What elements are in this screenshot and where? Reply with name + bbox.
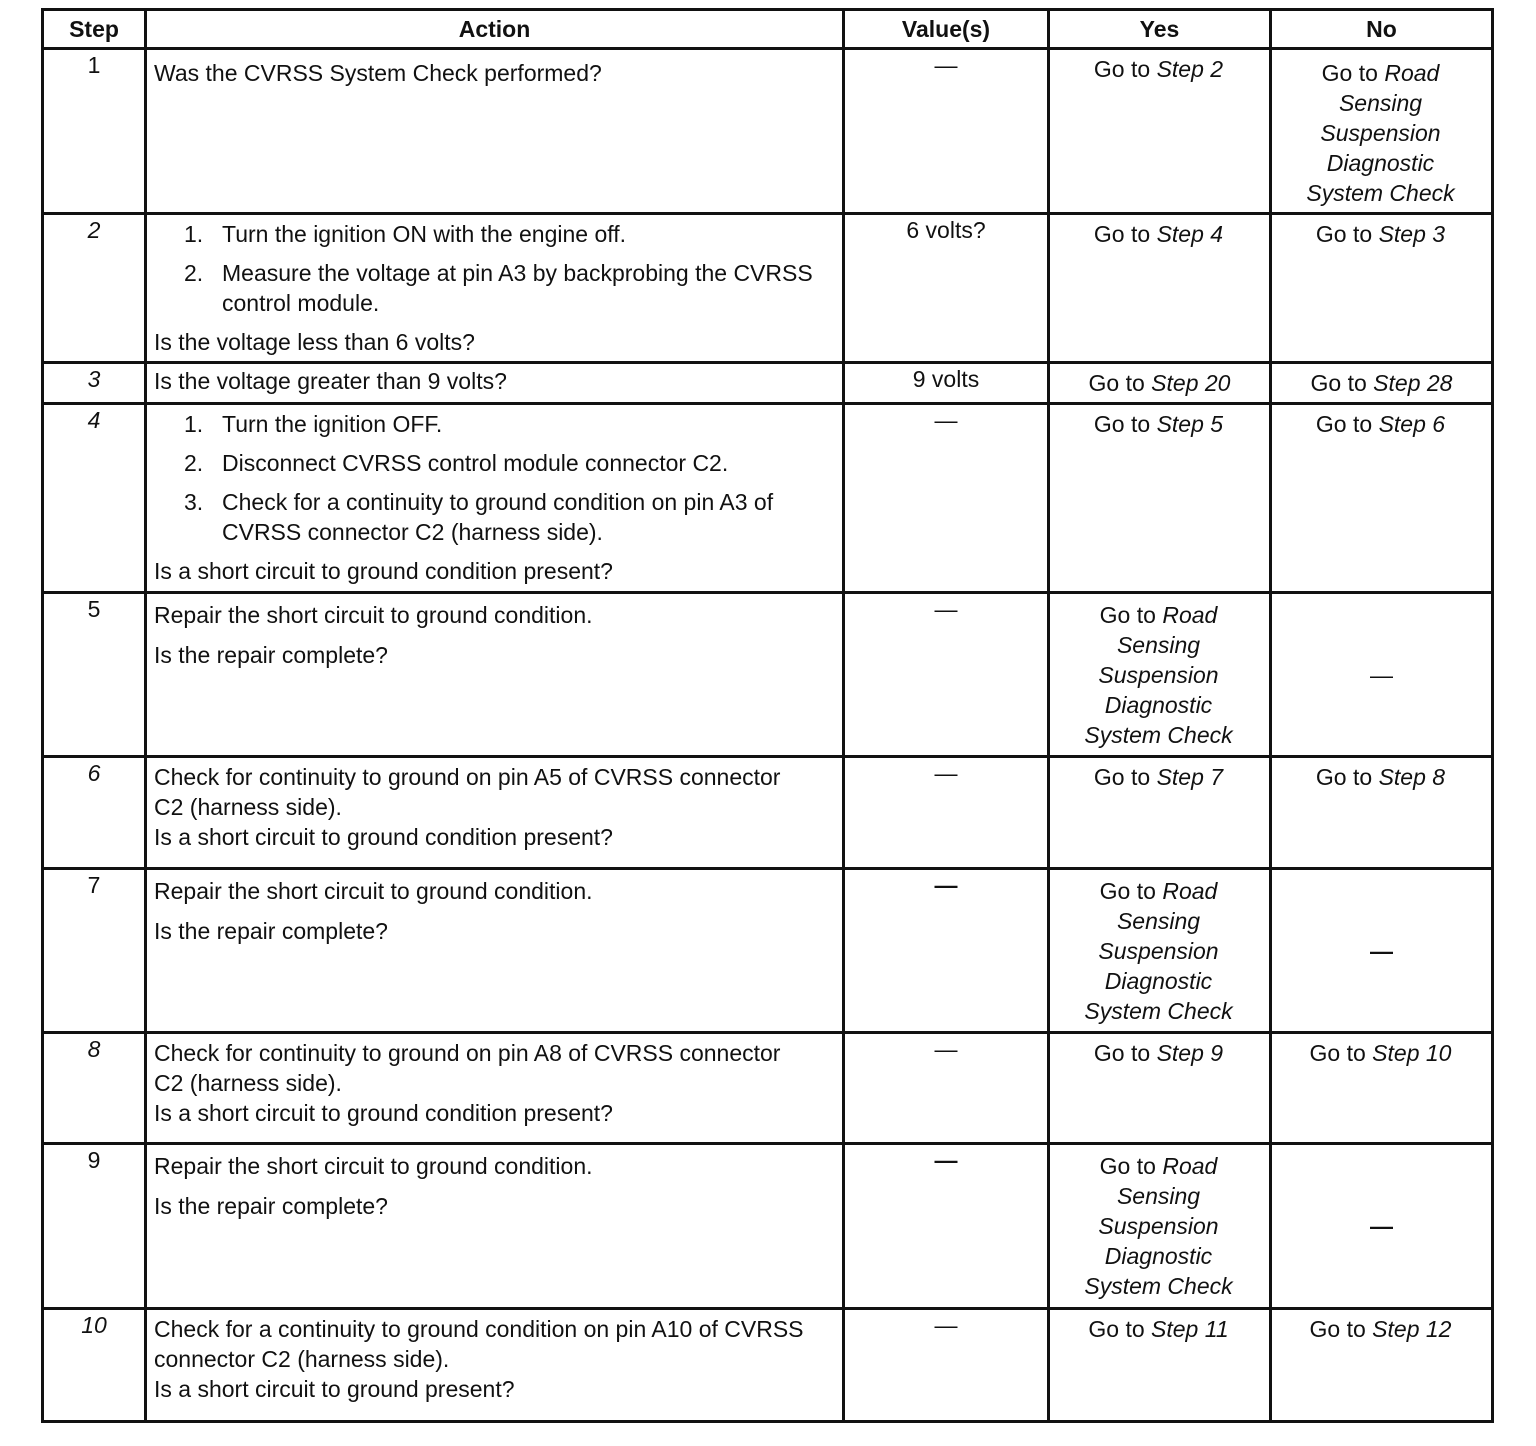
no-cell <box>1271 1033 1493 1144</box>
procedure-step-number: 2. <box>184 450 204 476</box>
goto-ref: Step 20 <box>1151 370 1231 396</box>
goto-ref: Step 12 <box>1372 1316 1452 1342</box>
yes-cell <box>1049 363 1271 404</box>
goto-ref: Step 5 <box>1156 411 1224 437</box>
no-goto[interactable] <box>1272 368 1491 398</box>
question-text: Is the repair complete? <box>154 642 388 668</box>
goto-ref: Step 7 <box>1156 764 1224 790</box>
value-text: — <box>934 52 958 78</box>
goto-ref: Road <box>1162 602 1218 628</box>
goto-ref: Step 28 <box>1373 370 1453 396</box>
question-text: Is the voltage less than 6 volts? <box>154 329 475 355</box>
no-cell <box>1271 593 1493 757</box>
procedure-list <box>154 219 834 327</box>
value-cell <box>844 1309 1049 1422</box>
goto-prefix: Go to <box>1088 370 1145 396</box>
yes-cell <box>1049 757 1271 869</box>
goto-prefix: Go to <box>1315 764 1373 790</box>
value-text: — <box>934 596 958 622</box>
table-row <box>43 404 1493 593</box>
value-text: — <box>934 1036 958 1062</box>
goto-ref: Step 8 <box>1378 764 1446 790</box>
yes-goto[interactable] <box>1056 762 1261 792</box>
goto-prefix: Go to <box>1099 602 1156 628</box>
no-value: — <box>1370 661 1393 688</box>
goto-ref: Suspension <box>1098 662 1219 688</box>
yes-goto[interactable] <box>1056 409 1261 439</box>
goto-ref: Suspension <box>1098 938 1219 964</box>
diagnostic-table <box>41 8 1494 1423</box>
procedure-step-text: Disconnect CVRSS control module connector C2. <box>222 450 729 476</box>
step-number: 5 <box>43 593 146 757</box>
no-cell <box>1271 214 1493 363</box>
procedure-step <box>184 258 834 318</box>
table-row <box>43 757 1493 869</box>
yes-goto[interactable] <box>1056 219 1261 249</box>
table-row <box>43 593 1493 757</box>
procedure-step-text: Turn the ignition OFF. <box>222 411 443 437</box>
procedure-step <box>184 448 834 478</box>
goto-ref: Diagnostic <box>1326 150 1435 176</box>
procedure-step <box>184 409 834 439</box>
goto-ref: System Check <box>1084 722 1233 748</box>
step-number: 9 <box>43 1144 146 1309</box>
header-values: Value(s) <box>844 10 1049 49</box>
procedure-step-number: 3. <box>184 489 204 515</box>
goto-ref: Sensing <box>1338 90 1423 116</box>
procedure-step <box>184 487 834 547</box>
action-cell <box>146 593 844 757</box>
header-row <box>43 10 1493 49</box>
goto-ref: Step 10 <box>1372 1040 1452 1066</box>
yes-goto[interactable] <box>1056 54 1261 84</box>
step-number: 8 <box>43 1033 146 1144</box>
step-number: 3 <box>43 363 146 404</box>
action-cell <box>146 404 844 593</box>
action-cell <box>146 1309 844 1422</box>
table-row <box>43 1033 1493 1144</box>
goto-prefix: Go to <box>1093 764 1151 790</box>
goto-prefix: Go to <box>1093 1040 1151 1066</box>
question-text: Is a short circuit to ground present? <box>154 1376 515 1402</box>
goto-ref: Road <box>1162 1153 1218 1179</box>
yes-goto[interactable] <box>1056 1151 1261 1301</box>
no-cell <box>1271 869 1493 1033</box>
no-cell <box>1271 363 1493 404</box>
yes-cell <box>1049 593 1271 757</box>
step-number: 1 <box>43 49 146 214</box>
table-row <box>43 1309 1493 1422</box>
goto-ref: Step 3 <box>1378 221 1446 247</box>
action-text: Repair the short circuit to ground condition. <box>154 602 593 628</box>
no-goto[interactable] <box>1278 409 1483 439</box>
procedure-step-number: 1. <box>184 411 204 437</box>
yes-cell <box>1049 1033 1271 1144</box>
table-row <box>43 869 1493 1033</box>
goto-ref: Sensing <box>1116 1183 1201 1209</box>
procedure-step-number: 2. <box>184 260 204 286</box>
action-cell <box>146 1144 844 1309</box>
step-number: 2 <box>43 214 146 363</box>
procedure-step <box>184 219 834 249</box>
question-text: Is a short circuit to ground condition present? <box>154 1100 613 1126</box>
no-goto[interactable] <box>1278 1314 1483 1344</box>
value-text: 9 volts <box>912 366 980 392</box>
step-number: 10 <box>43 1309 146 1422</box>
action-cell <box>146 49 844 214</box>
value-cell <box>844 757 1049 869</box>
goto-ref: Diagnostic <box>1104 1243 1213 1269</box>
table-row <box>43 1144 1493 1309</box>
value-cell <box>844 363 1049 404</box>
procedure-step-text: Check for a continuity to ground condition on pin A3 of CVRSS connector C2 (harness side). <box>222 489 774 545</box>
value-text: 6 volts? <box>906 217 986 243</box>
goto-ref: Step 2 <box>1156 56 1224 82</box>
value-text: — <box>934 407 958 433</box>
goto-prefix: Go to <box>1315 221 1373 247</box>
no-value: — <box>1370 1213 1393 1239</box>
table-row <box>43 363 1493 404</box>
header-step: Step <box>43 10 146 49</box>
goto-ref: Suspension <box>1098 1213 1219 1239</box>
goto-ref: Sensing <box>1116 908 1201 934</box>
goto-ref: Step 9 <box>1156 1040 1224 1066</box>
step-number: 6 <box>43 757 146 869</box>
action-text: Repair the short circuit to ground condition. <box>154 878 593 904</box>
no-cell <box>1271 1309 1493 1422</box>
yes-cell <box>1049 1309 1271 1422</box>
goto-prefix: Go to <box>1099 878 1156 904</box>
value-cell <box>844 1033 1049 1144</box>
no-goto[interactable] <box>1278 1038 1483 1068</box>
goto-ref: System Check <box>1306 180 1455 206</box>
action-text: Repair the short circuit to ground condition. <box>154 1153 593 1179</box>
value-text: — <box>934 760 958 786</box>
goto-ref: Suspension <box>1320 120 1441 146</box>
question-text: Is the voltage greater than 9 volts? <box>154 368 507 394</box>
no-goto[interactable] <box>1278 58 1483 208</box>
no-value: — <box>1370 937 1393 964</box>
table-row <box>43 49 1493 214</box>
step-number: 4 <box>43 404 146 593</box>
step-number: 7 <box>43 869 146 1033</box>
procedure-list <box>154 409 834 556</box>
no-cell <box>1271 1144 1493 1309</box>
action-text: Check for a continuity to ground condition on pin A10 of CVRSS connector C2 (harness side). <box>154 1316 804 1372</box>
action-cell <box>146 757 844 869</box>
procedure-step-text: Measure the voltage at pin A3 by backprobing the CVRSS control module. <box>222 260 813 316</box>
action-cell <box>146 869 844 1033</box>
action-text: Check for continuity to ground on pin A5 of CVRSS connector C2 (harness side). <box>154 764 781 820</box>
no-goto[interactable] <box>1278 762 1483 792</box>
goto-ref: Diagnostic <box>1104 968 1213 994</box>
question-text: Is the repair complete? <box>154 918 388 944</box>
action-cell <box>146 1033 844 1144</box>
question-text: Is a short circuit to ground condition present? <box>154 558 613 584</box>
goto-prefix: Go to <box>1315 411 1373 437</box>
goto-ref: Road <box>1384 60 1440 86</box>
goto-prefix: Go to <box>1099 1153 1156 1179</box>
table-row <box>43 214 1493 363</box>
goto-ref: Step 4 <box>1156 221 1224 247</box>
action-text: Was the CVRSS System Check performed? <box>154 60 602 86</box>
goto-prefix: Go to <box>1309 1316 1366 1342</box>
value-cell <box>844 593 1049 757</box>
goto-ref: System Check <box>1084 1273 1233 1299</box>
value-cell <box>844 869 1049 1033</box>
goto-prefix: Go to <box>1088 1316 1145 1342</box>
goto-prefix: Go to <box>1321 60 1378 86</box>
header-yes: Yes <box>1049 10 1271 49</box>
value-text: — <box>934 1312 958 1338</box>
action-text: Check for continuity to ground on pin A8 of CVRSS connector C2 (harness side). <box>154 1040 781 1096</box>
goto-ref: Sensing <box>1116 632 1201 658</box>
yes-cell <box>1049 404 1271 593</box>
yes-cell <box>1049 1144 1271 1309</box>
action-cell <box>146 214 844 363</box>
no-cell <box>1271 757 1493 869</box>
goto-ref: Road <box>1162 878 1218 904</box>
goto-ref: Step 11 <box>1151 1316 1229 1342</box>
goto-ref: Step 6 <box>1378 411 1446 437</box>
question-text: Is a short circuit to ground condition present? <box>154 824 613 850</box>
yes-cell <box>1049 869 1271 1033</box>
goto-prefix: Go to <box>1093 411 1151 437</box>
action-cell <box>146 363 844 404</box>
goto-prefix: Go to <box>1093 221 1151 247</box>
value-text: — <box>934 1147 958 1173</box>
no-cell <box>1271 404 1493 593</box>
no-goto[interactable] <box>1278 219 1483 249</box>
question-text: Is the repair complete? <box>154 1193 388 1219</box>
value-cell <box>844 1144 1049 1309</box>
value-text: — <box>934 872 958 898</box>
yes-goto[interactable] <box>1056 1314 1261 1344</box>
yes-goto[interactable] <box>1050 368 1269 398</box>
yes-cell <box>1049 214 1271 363</box>
header-no: No <box>1271 10 1493 49</box>
value-cell <box>844 404 1049 593</box>
goto-prefix: Go to <box>1093 56 1151 82</box>
goto-prefix: Go to <box>1309 1040 1366 1066</box>
goto-prefix: Go to <box>1310 370 1367 396</box>
yes-goto[interactable] <box>1056 600 1261 750</box>
procedure-step-number: 1. <box>184 221 204 247</box>
no-cell <box>1271 49 1493 214</box>
header-action: Action <box>146 10 844 49</box>
yes-cell <box>1049 49 1271 214</box>
goto-ref: System Check <box>1084 998 1233 1024</box>
value-cell <box>844 49 1049 214</box>
yes-goto[interactable] <box>1056 1038 1261 1068</box>
value-cell <box>844 214 1049 363</box>
yes-goto[interactable] <box>1056 876 1261 1026</box>
procedure-step-text: Turn the ignition ON with the engine off. <box>222 221 627 247</box>
goto-ref: Diagnostic <box>1104 692 1213 718</box>
